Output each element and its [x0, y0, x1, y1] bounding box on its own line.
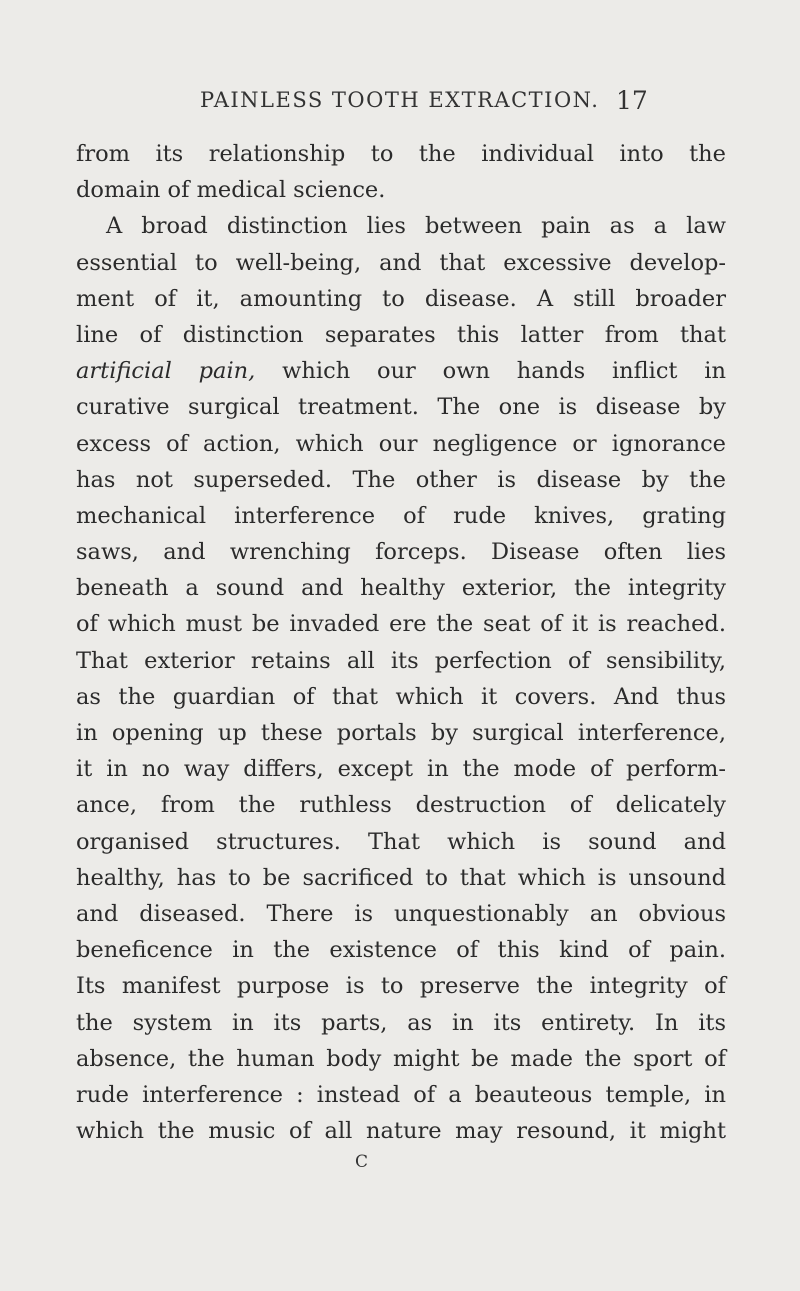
text-line: excess of action, which our negligence or ignorance	[76, 430, 726, 457]
running-title: PAINLESS TOOTH EXTRACTION.	[200, 88, 600, 112]
text-line: beneath a sound and healthy exterior, the integrity	[76, 575, 726, 602]
italic-phrase: artificial pain,	[76, 358, 256, 385]
text-line: it in no way differs, except in the mode of perform-	[76, 756, 726, 783]
text-line: curative surgical treatment. The one is disease by	[76, 394, 726, 421]
text-line: A broad distinction lies between pain as a law	[106, 213, 726, 240]
text-line: ment of it, amounting to disease. A still broader	[76, 285, 726, 312]
text-line: in opening up these portals by surgical interference,	[76, 720, 726, 746]
page-number: 17	[616, 86, 648, 115]
body-text	[76, 136, 726, 1149]
text-line-remainder: which our own hands inflict in	[282, 358, 726, 385]
text-line: as the guardian of that which it covers. And thus	[76, 683, 726, 710]
text-line: organised structures. That which is sound and	[76, 828, 726, 855]
text-line: mechanical interference of rude knives, grating	[76, 502, 726, 529]
text-line-with-italic	[76, 353, 726, 389]
signature-mark: C	[355, 1152, 369, 1172]
text-line: Its manifest purpose is to preserve the integrity of	[76, 973, 726, 1000]
text-line: ance, from the ruthless destruction of delicately	[76, 792, 726, 819]
text-line: rude interference : instead of a beauteous temple, in	[76, 1081, 726, 1108]
text-line: and diseased. There is unquestionably an obvious	[76, 900, 726, 927]
text-line: has not superseded. The other is disease by the	[76, 466, 726, 493]
text-line: That exterior retains all its perfection of sensibility,	[76, 647, 726, 674]
text-line: line of distinction separates this latter from that	[76, 321, 726, 348]
text-line: the system in its parts, as in its entirety. In its	[76, 1009, 726, 1036]
text-line: of which must be invaded ere the seat of it is reached.	[76, 611, 726, 638]
text-line: saws, and wrenching forceps. Disease often lies	[76, 539, 726, 566]
text-line: essential to well-being, and that excessive develop-	[76, 249, 726, 276]
text-line: domain of medical science.	[76, 177, 386, 204]
text-line: beneficence in the existence of this kind of pain.	[76, 937, 726, 964]
text-line: from its relationship to the individual into the	[76, 141, 726, 167]
text-line: which the music of all nature may resound, it might	[76, 1118, 726, 1145]
text-line: absence, the human body might be made the sport of	[76, 1045, 726, 1072]
text-line: healthy, has to be sacrificed to that which is unsound	[76, 864, 726, 891]
